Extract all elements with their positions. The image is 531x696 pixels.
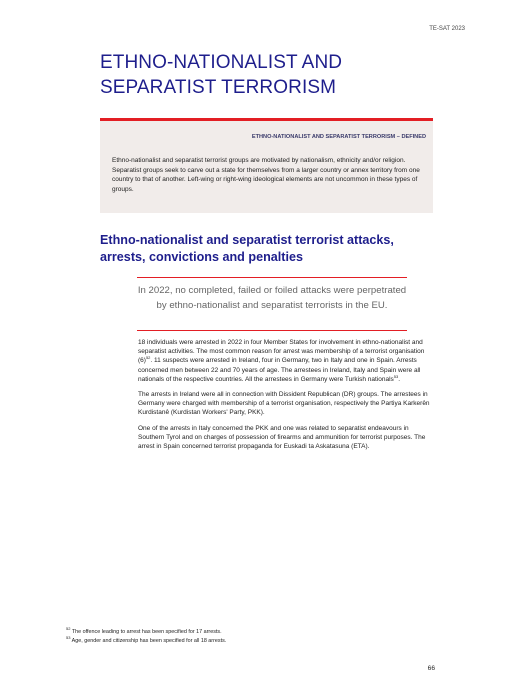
paragraph-arrests-part3: .: [398, 375, 401, 383]
body-text: [138, 338, 433, 457]
definition-text: Ethno-nationalist and separatist terrorist groups are motivated by nationalism, ethnicity and/or religion. Separatist groups seek to carve out a state for themselves from a larger country or annex territory from one country to that of another. Left-wing or right-wing ideological elements are not uncommon in these types of groups.: [112, 157, 420, 193]
footnote-ref-53[interactable]: 53: [393, 373, 399, 379]
section-heading: Ethno-nationalist and separatist terrorist attacks, arrests, convictions and penalties: [100, 233, 394, 264]
paragraph-italy-spain: One of the arrests in Italy concerned the PKK and one was related to separatist endeavours in Southern Tyrol and on charges of possession of firearms and ammunition for terrorist purposes. The arrest in Spain concerned terrorist propaganda for Euskadi ta Askatasuna (ETA).: [138, 424, 426, 451]
paragraph-arrests: [138, 338, 433, 384]
footnote-53: [66, 634, 446, 646]
pull-quote-top-rule: [137, 277, 407, 278]
footnote-number: 52: [66, 626, 71, 632]
pull-quote: In 2022, no completed, failed or foiled attacks were perpetrated by ethno-nationalist and separatist terrorists in the EU.: [137, 285, 407, 311]
pull-quote-bottom-rule: [137, 330, 407, 331]
footnote-ref-52[interactable]: 52: [145, 355, 151, 361]
page-number: 66: [427, 665, 435, 672]
footnotes: [66, 628, 446, 645]
paragraph-arrests-part1: 18 individuals were arrested in 2022 in four Member States for involvement in ethno-nationalist and separatist activities. The most common reason for arrest was membership of a terrorist organisation (6): [138, 339, 425, 365]
definition-box: [100, 118, 433, 213]
footnote-text: Age, gender and citizenship has been specified for all 18 arrests.: [71, 637, 227, 644]
definition-heading: ETHNO-NATIONALIST AND SEPARATIST TERRORISM – DEFINED: [251, 134, 426, 140]
paragraph-ireland-germany: The arrests in Ireland were all in connection with Dissident Republican (DR) groups. The arrestees in Germany were charged with membership of a terrorist organisation, respectively the Partiya Karkerên Kurdistanê (Kurdistan Workers' Party, PKK).: [138, 391, 430, 417]
paragraph-arrests-part2: . 11 suspects were arrested in Ireland, four in Germany, two in Italy and one in Spain. Arrests concerned men between 22 and 70 years of age. The arrestees in Ireland, Italy and Spain were all nationals of the respective countries. All the arrestees in Germany were Turkish nationals: [138, 357, 421, 383]
footnote-text: The offence leading to arrest has been specified for 17 arrests.: [71, 629, 222, 635]
document-label: TE-SAT 2023: [429, 26, 465, 32]
page-title: ETHNO-NATIONALIST AND SEPARATIST TERRORISM: [100, 52, 343, 98]
footnote-number: 53: [66, 634, 71, 640]
footnote-52: [66, 628, 446, 637]
